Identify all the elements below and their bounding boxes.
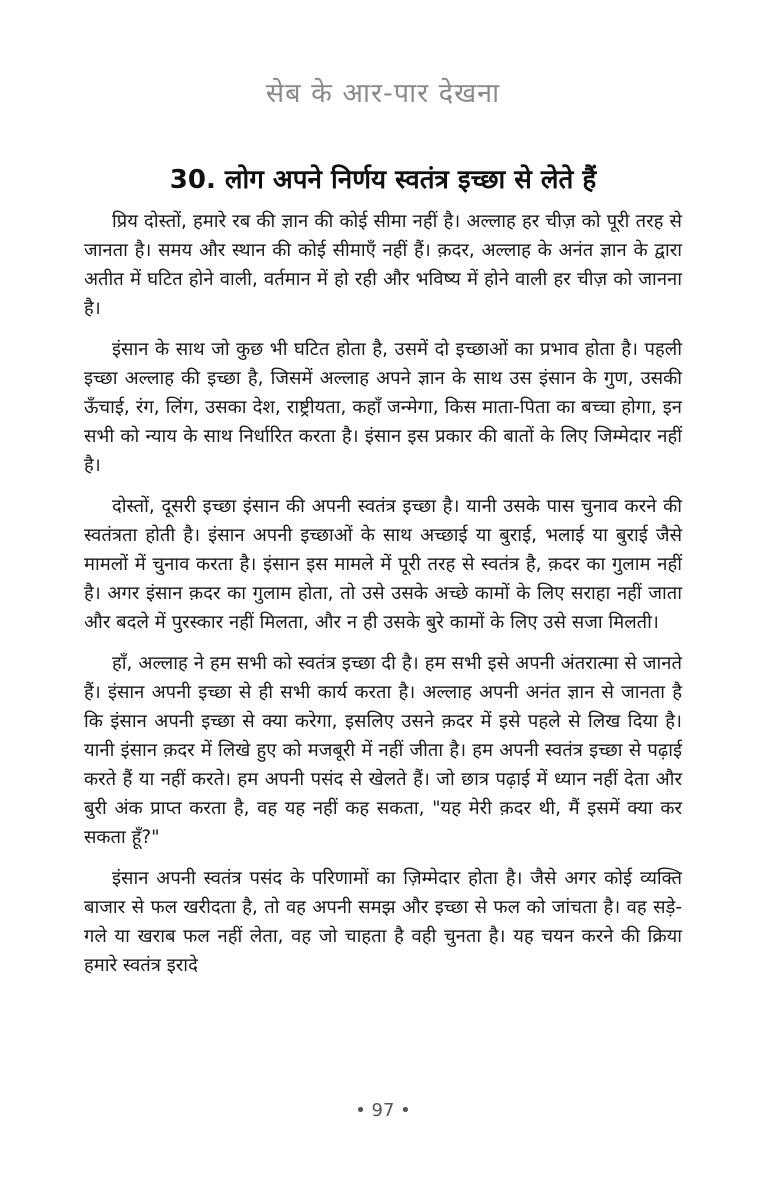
paragraph-2: इंसान के साथ जो कुछ भी घटित होता है, उसमें दो इच्छाओं का प्रभाव होता है। पहली इच्छा अल्लाह की इच्छा है, जिसमें अल्लाह अपने ज्ञान के साथ उस इंसान के गुण, उसकी ऊँचाई, रंग, लिंग, उसका देश, राष्ट्रीयता, कहाँ जन्मेगा, किस माता-पिता का बच्चा होगा, इन सभी को न्याय के साथ निर्धारित करता है। इंसान इस प्रकार की बातों के लिए जिम्मेदार नहीं है। xyxy=(84,339,682,476)
running-header: सेब के आर-पार देखना xyxy=(265,78,501,109)
body-text xyxy=(84,207,682,992)
paragraph-5: इंसान अपनी स्वतंत्र पसंद के परिणामों का ज़िम्मेदार होता है। जैसे अगर कोई व्यक्ति बाजार से फल खरीदता है, तो वह अपनी समझ और इच्छा से फल को जांचता है। वह सड़े-गले या खराब फल नहीं लेता, वह जो चाहता है वही चुनता है। यह चयन करने की क्रिया हमारे स्वतंत्र इरादे xyxy=(84,868,682,976)
paragraph-1: प्रिय दोस्तों, हमारे रब की ज्ञान की कोई सीमा नहीं है। अल्लाह हर चीज़ को पूरी तरह से जानता है। समय और स्थान की कोई सीमाएँ नहीं हैं। क़दर, अल्लाह के अनंत ज्ञान के द्वारा अतीत में घटित होने वाली, वर्तमान में हो रही और भविष्य में होने वाली हर चीज़ को जानना है। xyxy=(84,211,682,319)
chapter-title: 30. लोग अपने निर्णय स्वतंत्र इच्छा से लेते हैं xyxy=(169,165,597,195)
paragraph-3: दोस्तों, दूसरी इच्छा इंसान की अपनी स्वतंत्र इच्छा है। यानी उसके पास चुनाव करने की स्वतंत्रता होती है। इंसान अपनी इच्छाओं के साथ अच्छाई या बुराई, भलाई या बुराई जैसे मामलों में चुनाव करता है। इंसान इस मामले में पूरी तरह से स्वतंत्र है, क़दर का गुलाम नहीं है। अगर इंसान क़दर का गुलाम होता, तो उसे उसके अच्छे कामों के लिए सराहा नहीं जाता और बदले में पुरस्कार नहीं मिलता, और न ही उसके बुरे कामों के लिए उसे सजा मिलती। xyxy=(84,496,682,633)
page-number: • 97 • xyxy=(355,1100,411,1121)
paragraph-4: हाँ, अल्लाह ने हम सभी को स्वतंत्र इच्छा दी है। हम सभी इसे अपनी अंतरात्मा से जानते हैं। इंसान अपनी इच्छा से ही सभी कार्य करता है। अल्लाह अपनी अनंत ज्ञान से जानता है कि इंसान अपनी इच्छा से क्या करेगा, इसलिए उसने क़दर में इसे पहले से लिख दिया है। यानी इंसान क़दर में लिखे हुए को मजबूरी में नहीं जीता है। हम अपनी स्वतंत्र इच्छा से पढ़ाई करते हैं या नहीं करते। हम अपनी पसंद से खेलते हैं। जो छात्र पढ़ाई में ध्यान नहीं देता और बुरी अंक प्राप्त करता है, वह यह नहीं कह सकता, "यह मेरी क़दर थी, मैं इसमें क्या कर सकता हूँ?" xyxy=(84,653,682,848)
